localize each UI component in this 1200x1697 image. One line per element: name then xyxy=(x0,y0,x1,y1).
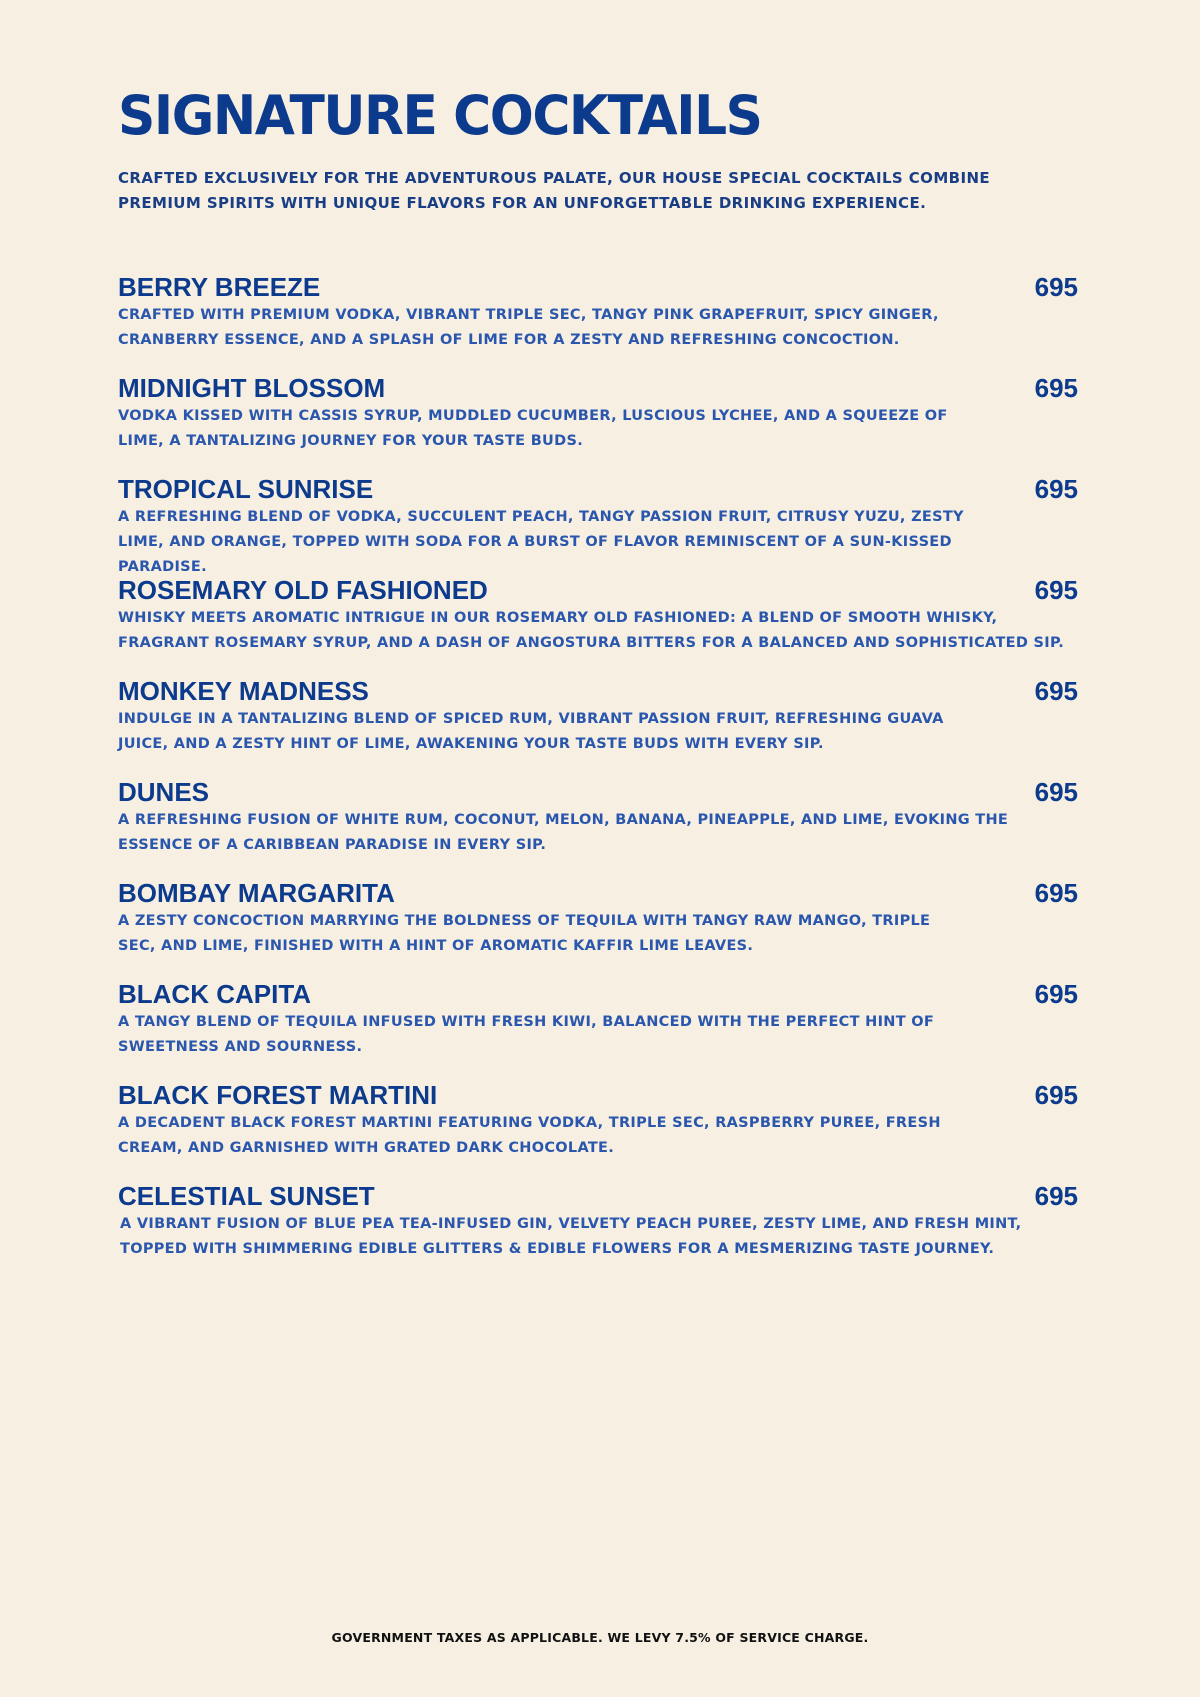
item-name: BOMBAY MARGARITA xyxy=(118,878,395,908)
item-description: A DECADENT BLACK FOREST MARTINI FEATURING VODKA, TRIPLE SEC, RASPBERRY PUREE, FRESH CREAM, AND GARNISHED WITH GRATED DARK CHOCOLATE. xyxy=(118,1115,941,1156)
item-name: CELESTIAL SUNSET xyxy=(118,1181,375,1211)
menu-item-midnight-blossom xyxy=(118,373,1076,474)
item-description: CRAFTED WITH PREMIUM VODKA, VIBRANT TRIPLE SEC, TANGY PINK GRAPEFRUIT, SPICY GINGER, CRANBERRY ESSENCE, AND A SPLASH OF LIME FOR A ZESTY AND REFRESHING CONCOCTION. xyxy=(118,307,939,348)
item-description: A TANGY BLEND OF TEQUILA INFUSED WITH FRESH KIWI, BALANCED WITH THE PERFECT HINT OF SWEETNESS AND SOURNESS. xyxy=(118,1014,935,1055)
item-description: A REFRESHING FUSION OF WHITE RUM, COCONUT, MELON, BANANA, PINEAPPLE, AND LIME, EVOKING THE ESSENCE OF A CARIBBEAN PARADISE IN EVERY SIP. xyxy=(118,812,1009,853)
item-description: INDULGE IN A TANTALIZING BLEND OF SPICED RUM, VIBRANT PASSION FRUIT, REFRESHING GUAVA JUICE, AND A ZESTY HINT OF LIME, AWAKENING YOUR TASTE BUDS WITH EVERY SIP. xyxy=(118,711,944,752)
service-charge-note: GOVERNMENT TAXES AS APPLICABLE. WE LEVY 7.5% OF SERVICE CHARGE. xyxy=(331,1630,869,1645)
menu-page xyxy=(118,82,1076,1282)
item-price: 695 xyxy=(1034,777,1078,807)
menu-item-monkey-madness xyxy=(118,676,1076,777)
item-description: A REFRESHING BLEND OF VODKA, SUCCULENT PEACH, TANGY PASSION FRUIT, CITRUSY YUZU, ZESTY LIME, AND ORANGE, TOPPED WITH SODA FOR A BURST OF FLAVOR REMINISCENT OF A SUN-KISSED PARADISE. xyxy=(118,509,964,575)
menu-item-berry-breeze xyxy=(118,272,1076,373)
item-description: A ZESTY CONCOCTION MARRYING THE BOLDNESS OF TEQUILA WITH TANGY RAW MANGO, TRIPLE SEC, AND LIME, FINISHED WITH A HINT OF AROMATIC KAFFIR LIME LEAVES. xyxy=(118,913,931,954)
item-price: 695 xyxy=(1034,878,1078,908)
item-price: 695 xyxy=(1034,373,1078,403)
item-price: 695 xyxy=(1034,1181,1078,1211)
menu-item-celestial-sunset xyxy=(118,1181,1076,1282)
item-name: MONKEY MADNESS xyxy=(118,676,369,706)
menu-item-black-forest-martini xyxy=(118,1080,1076,1181)
item-name: DUNES xyxy=(118,777,210,807)
item-price: 695 xyxy=(1034,1080,1078,1110)
item-description: A VIBRANT FUSION OF BLUE PEA TEA-INFUSED GIN, VELVETY PEACH PUREE, ZESTY LIME, AND FRESH MINT, TOPPED WITH SHIMMERING EDIBLE GLITTERS & EDIBLE FLOWERS FOR A MESMERIZING TASTE JOURNEY. xyxy=(120,1216,1022,1257)
menu-item-black-capita xyxy=(118,979,1076,1080)
intro-text: CRAFTED EXCLUSIVELY FOR THE ADVENTUROUS PALATE, OUR HOUSE SPECIAL COCKTAILS COMBINE PREMIUM SPIRITS WITH UNIQUE FLAVORS FOR AN UNFORGETTABLE DRINKING EXPERIENCE. xyxy=(118,169,991,212)
menu-item-bombay-margarita xyxy=(118,878,1076,979)
item-price: 695 xyxy=(1034,272,1078,302)
item-description: WHISKY MEETS AROMATIC INTRIGUE IN OUR ROSEMARY OLD FASHIONED: A BLEND OF SMOOTH WHISKY, FRAGRANT ROSEMARY SYRUP, AND A DASH OF ANGOSTURA BITTERS FOR A BALANCED AND SOPHISTICATED SIP. xyxy=(118,610,1065,651)
item-price: 695 xyxy=(1034,979,1078,1009)
item-name: ROSEMARY OLD FASHIONED xyxy=(118,575,488,605)
menu-item-dunes xyxy=(118,777,1076,878)
item-price: 695 xyxy=(1034,676,1078,706)
item-price: 695 xyxy=(1034,575,1078,605)
item-description: VODKA KISSED WITH CASSIS SYRUP, MUDDLED CUCUMBER, LUSCIOUS LYCHEE, AND A SQUEEZE OF LIME, A TANTALIZING JOURNEY FOR YOUR TASTE BUDS. xyxy=(118,408,948,449)
page-title: SIGNATURE COCKTAILS xyxy=(118,84,762,147)
item-name: BLACK CAPITA xyxy=(118,979,312,1009)
item-name: BLACK FOREST MARTINI xyxy=(118,1080,438,1110)
item-price: 695 xyxy=(1034,474,1078,504)
cocktail-list xyxy=(118,272,1076,1282)
menu-item-tropical-sunrise xyxy=(118,474,1076,575)
item-name: BERRY BREEZE xyxy=(118,272,321,302)
item-name: TROPICAL SUNRISE xyxy=(118,474,374,504)
menu-item-rosemary-old-fashioned xyxy=(118,575,1076,676)
item-name: MIDNIGHT BLOSSOM xyxy=(118,373,386,403)
